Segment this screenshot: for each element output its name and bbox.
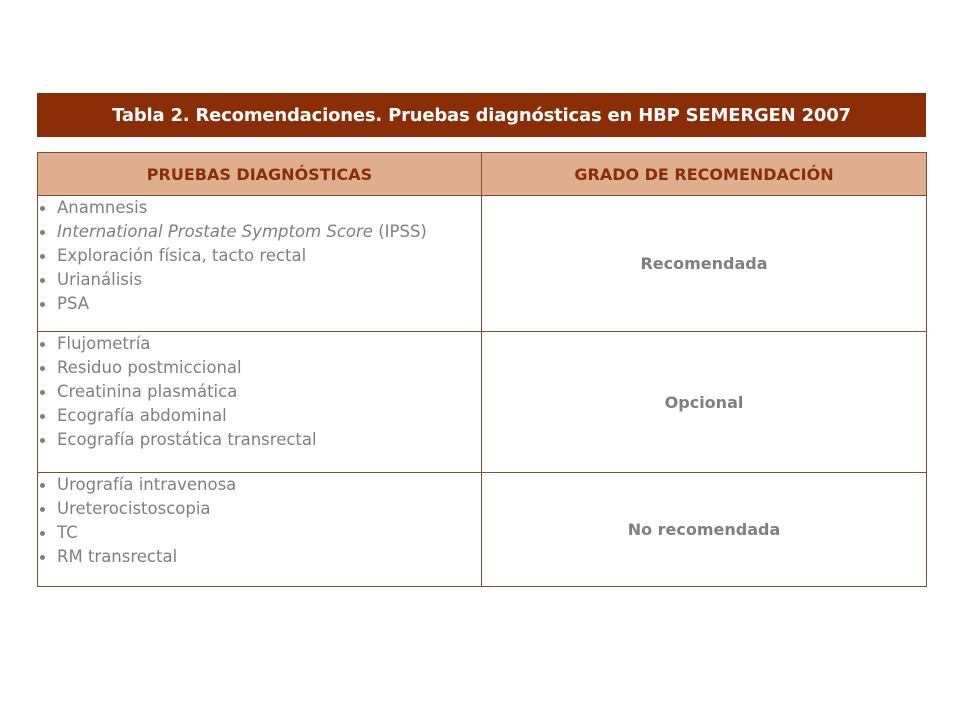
list-item: RM transrectal <box>38 545 481 569</box>
tests-cell <box>38 332 482 473</box>
grade-cell: No recomendada <box>482 473 927 587</box>
tests-cell <box>38 196 482 332</box>
list-item: Ecografía prostática transrectal <box>38 428 481 452</box>
tests-list <box>38 196 481 316</box>
list-item: Urianálisis <box>38 268 481 292</box>
table-row <box>38 473 927 587</box>
list-item: Ecografía abdominal <box>38 404 481 428</box>
table-header-row <box>38 153 927 196</box>
list-item: Anamnesis <box>38 196 481 220</box>
table-title: Tabla 2. Recomendaciones. Pruebas diagnósticas en HBP SEMERGEN 2007 <box>112 104 851 126</box>
list-item-suffix: (IPSS) <box>372 222 427 241</box>
list-item: Urografía intravenosa <box>38 473 481 497</box>
list-item: Flujometría <box>38 332 481 356</box>
grade-cell: Recomendada <box>482 196 927 332</box>
list-item: PSA <box>38 292 481 316</box>
list-item <box>38 220 481 244</box>
header-pruebas: PRUEBAS DIAGNÓSTICAS <box>38 153 482 196</box>
table-title-bar <box>37 93 926 137</box>
list-item: Exploración física, tacto rectal <box>38 244 481 268</box>
list-item-italic: International Prostate Symptom Score <box>57 222 373 241</box>
tests-list <box>38 332 481 452</box>
table-row <box>38 332 927 473</box>
header-grado: GRADO DE RECOMENDACIÓN <box>482 153 927 196</box>
list-item: Ureterocistoscopia <box>38 497 481 521</box>
tests-cell <box>38 473 482 587</box>
tests-list <box>38 473 481 569</box>
grade-cell: Opcional <box>482 332 927 473</box>
table-row <box>38 196 927 332</box>
list-item: TC <box>38 521 481 545</box>
recommendations-table <box>37 152 927 587</box>
list-item: Residuo postmiccional <box>38 356 481 380</box>
list-item: Creatinina plasmática <box>38 380 481 404</box>
